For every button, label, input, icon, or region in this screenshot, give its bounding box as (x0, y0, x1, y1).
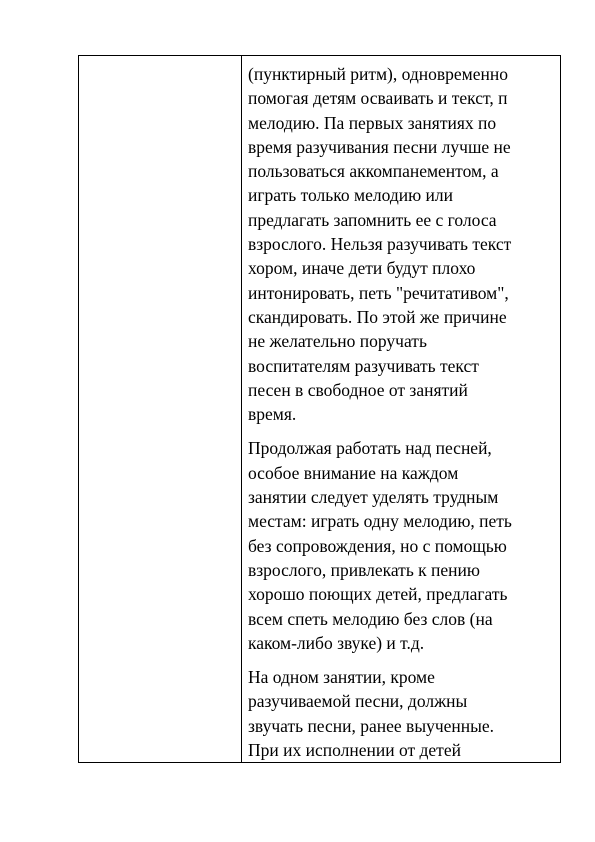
text-line: На одном занятии, кроме (248, 667, 435, 688)
text-line: без сопровождения, но с помощью (248, 535, 507, 556)
right-cell-text (242, 56, 560, 762)
text-line: каком-либо звуке) и т.д. (248, 632, 425, 653)
content-table (78, 55, 561, 763)
text-line: местам: играть одну мелодию, петь (248, 511, 512, 532)
table-row (79, 56, 561, 763)
text-line: разучиваемой песни, должны (248, 691, 468, 712)
text-line: интонировать, петь "речитативом", (248, 282, 509, 303)
text-line: время. (248, 404, 297, 425)
text-line: пользоваться аккомпанементом, а (248, 161, 499, 182)
text-line: взрослого. Нельзя разучивать текст (248, 234, 512, 255)
text-line: песен в свободное от занятий (248, 379, 468, 400)
right-cell (242, 56, 561, 763)
text-line: мелодию. Па первых занятиях по (248, 112, 497, 133)
text-line: скандировать. По этой же причине (248, 306, 507, 327)
paragraph (248, 62, 552, 426)
text-line: воспитателям разучивать текст (248, 355, 479, 376)
text-line: играть только мелодию или (248, 185, 454, 206)
text-line: помогая детям осваивать и текст, п (248, 88, 508, 109)
text-line: Продолжая работать над песней, (248, 438, 492, 459)
text-line: хором, иначе дети будут плохо (248, 258, 476, 279)
text-line: предлагать запомнить ее с голоса (248, 209, 497, 230)
text-line: особое внимание на каждом (248, 462, 459, 483)
text-line: При их исполнении от детей (248, 740, 461, 761)
text-line: хорошо поющих детей, предлагать (248, 584, 508, 605)
text-line: не желательно поручать (248, 331, 427, 352)
text-line: занятии следует уделять трудным (248, 487, 499, 508)
paragraph (248, 665, 552, 762)
text-line: взрослого, привлекать к пению (248, 559, 480, 580)
text-line: звучать песни, ранее выученные. (248, 715, 495, 736)
text-line: всем спеть мелодию без слов (на (248, 608, 493, 629)
text-line: (пунктирный ритм), одновременно (248, 64, 508, 84)
text-line: время разучивания песни лучше не (248, 136, 511, 157)
paragraph (248, 436, 552, 655)
left-cell (79, 56, 242, 763)
left-cell-text (79, 56, 241, 62)
